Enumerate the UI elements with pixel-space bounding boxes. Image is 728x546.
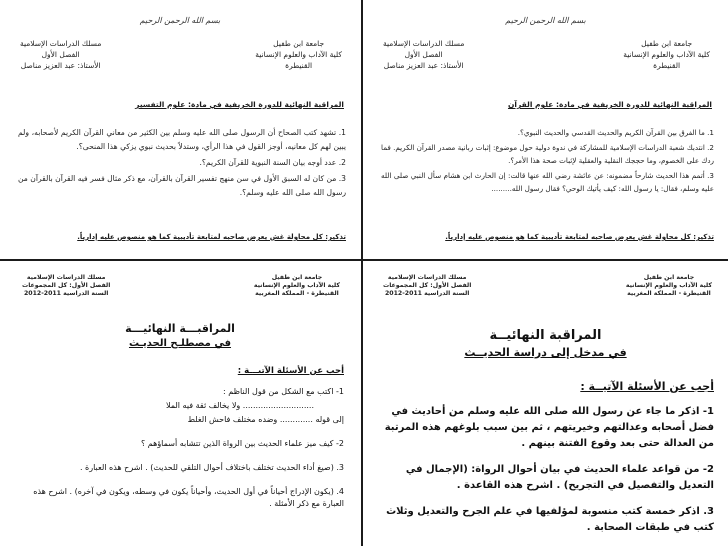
- question-3: 3. من كان له السبق الأول في سن منهج تفسير القرآن بالقرآن، مع ذكر مثال فسر فيه القرآن بالقرآن من رسول الله صلى الله عليه وسلم؟.: [18, 174, 346, 197]
- question-list: [18, 126, 346, 202]
- city-name: القنيطرة - المملكة المغربية: [627, 290, 711, 297]
- subject-title: في مدخل إلى دراسة الحديــث: [464, 346, 627, 359]
- question-1: 1. ما الفرق بين القرآن الكريم والحديث القدسي والحديث النبوي؟.: [517, 128, 714, 137]
- question-list: [379, 404, 714, 544]
- city-name: القنيطرة: [285, 61, 313, 70]
- track-header: [383, 38, 464, 71]
- question-4: 4. (يكون الإدراج أحياناً في أول الحديث، وأحياناً يكون في وسطه، ويكون في آخره) . اشرح هذه العبارة مع ذكر الأمثلة .: [33, 487, 344, 508]
- track-header: [22, 274, 110, 298]
- basmala: بسم الله الرحمن الرحيم: [505, 16, 586, 25]
- page-divider-vertical: [361, 0, 363, 546]
- question-3: 3. اذكر خمسة كتب منسوبة لمؤلفيها في علم الجرح والتعديل وثلاث كتب في طبقات الصحابة .: [386, 506, 714, 533]
- question-1: 1- اكتب مع الشكل من قول الناظم :: [223, 387, 344, 396]
- university-header: [255, 38, 342, 71]
- exam-title: المراقبة النهائية للدورة الخريفية في مادة: علوم التفسير: [135, 100, 344, 109]
- question-3: 3. أتمم هذا الحديث شارحاً مضمونه: عن عائشة رضي الله عنها قالت: إن الحارث ابن هشام سأل النبي صلى الله عليه وسلم، فقال: يا رسول الله: كيف يأتيك الوحي؟ فقال رسول الله.........: [381, 171, 714, 193]
- teacher-name: الأستاذ: عبد العزيز مناصل: [20, 61, 101, 70]
- answer-instruction: أجب عن الأسئلة الآتيــة :: [580, 380, 714, 393]
- track-header: [20, 38, 101, 71]
- faculty-name: كلية الآداب والعلوم الإنسانية: [625, 282, 712, 289]
- faculty-name: كلية الآداب والعلوم الإنسانية: [253, 282, 340, 289]
- university-name: جامعة ابن طفيل: [273, 39, 325, 48]
- university-header: [623, 38, 710, 71]
- exam-sheet-tafsir-sciences: [2, 2, 358, 257]
- semester-name: الفصل الأول: [41, 50, 80, 59]
- track-name: مسلك الدراسات الإسلامية: [26, 274, 106, 281]
- city-name: القنيطرة - المملكة المغربية: [255, 290, 339, 297]
- track-header: [383, 274, 471, 298]
- basmala: بسم الله الرحمن الرحيم: [139, 16, 221, 25]
- question-2: 2. عدد أوجه بيان السنة النبوية للقرآن الكريم؟.: [199, 158, 346, 167]
- academic-year: السنة الدراسية 2011-2012: [384, 290, 470, 297]
- track-name: مسلك الدراسات الإسلامية: [387, 274, 467, 281]
- teacher-name: الأستاذ: عبد العزيز مناصل: [383, 61, 464, 70]
- question-list: [381, 126, 714, 197]
- page-divider-horizontal: [0, 259, 728, 261]
- question-1-verse-b: إلى قوله ............. وضده مختلف فاحش الغلط: [187, 415, 344, 424]
- exam-sheet-hadith-terminology: [2, 262, 358, 544]
- final-exam-title: المراقبة النهائيــة: [489, 328, 602, 343]
- university-name: جامعة ابن طفيل: [643, 274, 695, 281]
- semester-name: الفصل الأول: كل المجموعات: [22, 282, 111, 289]
- faculty-name: كلية الآداب والعلوم الإنسانية: [255, 50, 342, 59]
- question-2: 2- كيف ميز علماء الحديث بين الرواة الذين تتشابه أسماؤهم ؟: [140, 439, 344, 448]
- question-1: 1- اذكر ما جاء عن رسول الله صلى الله عليه وسلم من أحاديث في فضل أصحابه وعدالتهم وخيريتهم ، ثم بين سبب بلوغهم هذه المرتبة من العدالة حتى بعد وقوع الفتنة بينهم .: [384, 406, 714, 449]
- semester-name: الفصل الأول: [404, 50, 443, 59]
- university-name: جامعة ابن طفيل: [271, 274, 323, 281]
- question-2: 2. انتدبك شعبة الدراسات الإسلامية للمشاركة في ندوة دولية حول موضوع: إثبات ربانية مصدر القرآن الكريم. فما ردك على الخصوم، وما حججك النقلية والعقلية لإثبات صحة هذا الأمر؟.: [381, 143, 714, 165]
- cheating-warning: تذكير: كل محاولة غش يعرض صاحبه لمتابعة تأديبية كما هو منصوص عليه إدارياً.: [445, 233, 714, 241]
- university-header: [626, 274, 712, 298]
- exam-sheet-quran-sciences: [365, 2, 726, 257]
- exam-sheet-hadith-intro: [365, 262, 726, 544]
- city-name: القنيطرة: [653, 61, 681, 70]
- faculty-name: كلية الآداب والعلوم الإنسانية: [623, 50, 710, 59]
- question-3: 3. (صيغ أداء الحديث تختلف باختلاف أحوال التلقي للحديث) . اشرح هذه العبارة .: [79, 463, 344, 472]
- final-exam-title: المراقبـــة النهائيـــة: [125, 322, 235, 335]
- question-list: [16, 386, 344, 520]
- question-1: 1. تشهد كتب الصحاح أن الرسول صلى الله عليه وسلم بين الكثير من معاني القرآن الكريم لأصحابه، ولم يبين لهم كل معانيه، أوجز القول في هذا الرأي، وستدلاً بحديث نبوي يزكي هذا المنحى؟.: [18, 128, 346, 151]
- academic-year: السنة الدراسية 2011-2012: [23, 290, 109, 297]
- answer-instruction: أجب عن الأسئلة الآتيـــة :: [237, 366, 344, 376]
- semester-name: الفصل الأول: كل المجموعات: [383, 282, 472, 289]
- subject-title: في مصطلـح الحديـث: [128, 338, 232, 349]
- cheating-warning: تذكير: كل محاولة غش يعرض صاحبه لمتابعة تأديبية كما هو منصوص عليه إدارياً.: [77, 233, 346, 241]
- exam-title: المراقبة النهائية للدورة الخريفية في مادة: علوم القرآن: [507, 100, 712, 109]
- track-name: مسلك الدراسات الإسلامية: [383, 39, 465, 48]
- question-2: 2- من قواعد علماء الحديث في بيان أحوال الرواة: (الإجمال في التعديل والتفصيل في التجريح) . اشرح هذه القاعدة .: [405, 464, 714, 491]
- question-1-verse-a: ............................ ولا يخالف ثقة فيه الملا: [165, 401, 314, 410]
- track-name: مسلك الدراسات الإسلامية: [20, 39, 102, 48]
- university-name: جامعة ابن طفيل: [641, 39, 693, 48]
- university-header: [254, 274, 340, 298]
